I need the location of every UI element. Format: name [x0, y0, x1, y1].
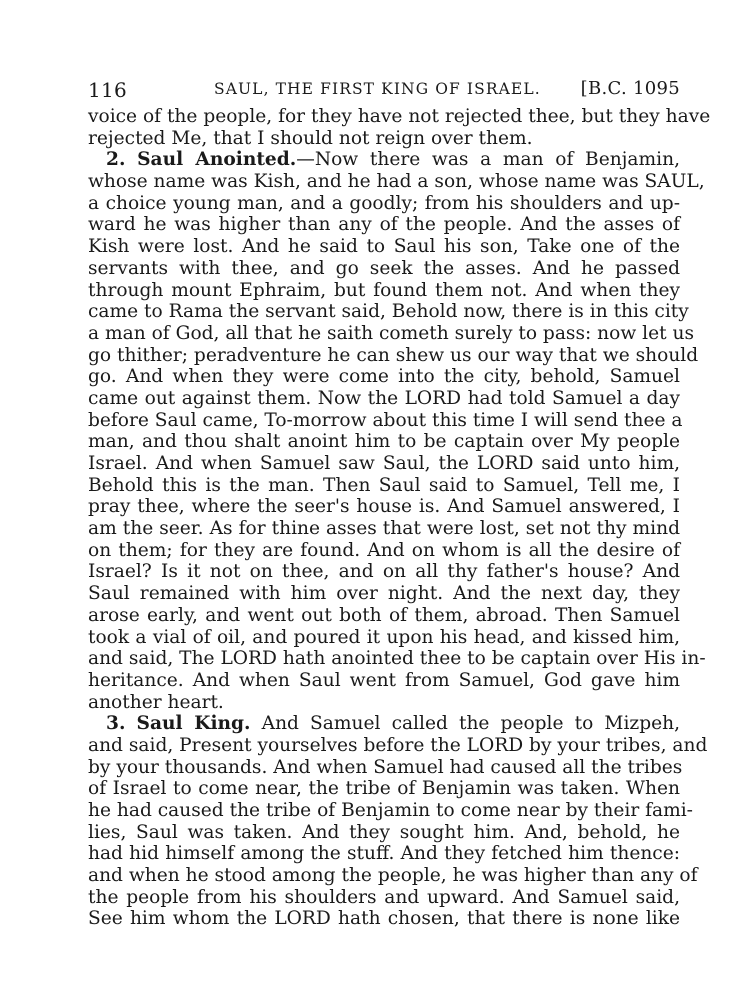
text-line — [88, 865, 698, 887]
line-text: Israel. And when Samuel saw Saul, the LORD said unto him, — [88, 453, 680, 474]
section-start-line — [88, 149, 680, 171]
section-number: 2. — [106, 149, 126, 171]
line-text: of Israel to come near, the tribe of Benjamin was taken. When — [88, 778, 680, 800]
date-marker: [B.C. 1095 — [580, 78, 680, 99]
line-text: go. And when they were come into the city, behold, Samuel — [88, 366, 680, 388]
line-text: man, and thou shalt anoint him to be captain over My people — [88, 431, 680, 453]
line-text: he had caused the tribe of Benjamin to come near by their fami- — [88, 800, 693, 821]
line-text: had hid himself among the stuff. And they fetched him thence: — [88, 843, 680, 865]
text-line — [88, 106, 711, 128]
text-line — [88, 648, 706, 670]
body-text — [88, 106, 711, 930]
line-text: rejected Me, that I should not reign over them. — [88, 127, 533, 149]
line-text: another heart. — [88, 691, 224, 713]
line-text: go thither; peradventure he can shew us our way that we should — [88, 344, 699, 366]
text-line — [88, 193, 680, 215]
section-heading: Saul Anointed. — [137, 149, 297, 171]
line-text: through mount Ephraim, but found them not. And when they — [88, 279, 680, 301]
text-line — [88, 756, 683, 779]
running-title: SAUL, THE FIRST KING OF ISRAEL. — [214, 80, 541, 98]
text-line — [88, 322, 695, 345]
line-text: the people from his shoulders and upward. And Samuel said, — [88, 886, 680, 908]
text-line — [88, 778, 680, 800]
text-line — [88, 301, 689, 323]
text-line — [88, 692, 680, 714]
line-text: took a vial of oil, and poured it upon his head, and kissed him, — [88, 626, 680, 648]
running-header — [88, 78, 680, 106]
line-text: and said, Present yourselves before the LORD by your tribes, and — [88, 734, 708, 756]
text-line — [88, 475, 680, 497]
line-text: Kish were lost. And he said to Saul his son, Take one of the — [88, 236, 680, 258]
line-text: ward he was higher than any of the people. And the asses of — [88, 214, 680, 236]
text-line — [88, 800, 693, 822]
line-text: and said, The LORD hath anointed thee to be captain over His in- — [88, 648, 706, 670]
text-line — [88, 887, 680, 909]
section-number: 3. — [106, 713, 126, 735]
line-text: am the seer. As for thine asses that were lost, set not thy mind — [88, 518, 680, 540]
line-text: before Saul came, To-morrow about this time I will send thee a — [88, 409, 683, 431]
text-line — [88, 908, 680, 930]
text-line — [88, 453, 680, 475]
text-line — [88, 431, 680, 453]
section-start-line — [88, 713, 680, 735]
line-text: pray thee, where the seer's house is. And Samuel answered, I — [88, 496, 680, 518]
text-line — [88, 128, 680, 150]
line-text: came out against them. Now the LORD had told Samuel a day — [88, 387, 680, 409]
text-line — [88, 605, 680, 627]
text-line — [88, 388, 680, 410]
text-line — [88, 822, 680, 844]
text-line — [88, 258, 680, 280]
text-line — [88, 627, 680, 649]
line-text: heritance. And when Saul went from Samuel, God gave him — [88, 669, 680, 691]
text-line — [88, 171, 705, 193]
text-line — [88, 366, 680, 388]
line-text: See him whom the LORD hath chosen, that there is none like — [88, 908, 680, 930]
line-text: by your thousands. And when Samuel had caused all the tribes — [88, 756, 683, 778]
line-text: Behold this is the man. Then Saul said to Samuel, Tell me, I — [88, 474, 680, 496]
line-text: a man of God, all that he saith cometh surely to pass: now let us — [88, 322, 695, 344]
line-text: arose early, and went out both of them, abroad. Then Samuel — [88, 604, 680, 626]
book-page — [88, 78, 711, 930]
text-line — [88, 518, 680, 540]
section-heading: Saul King. — [136, 713, 251, 735]
line-text: lies, Saul was taken. And they sought him. And, behold, he — [88, 821, 680, 843]
text-line — [88, 496, 680, 518]
line-text: whose name was Kish, and he had a son, whose name was SAUL, — [88, 171, 705, 193]
page-number: 116 — [88, 78, 128, 102]
text-line — [88, 409, 683, 432]
text-line — [88, 236, 680, 258]
text-line — [88, 843, 680, 865]
line-text: —Now there was a man of Benjamin, — [296, 149, 680, 171]
text-line — [88, 280, 680, 302]
line-text: And Samuel called the people to Mizpeh, — [250, 713, 680, 735]
text-line — [88, 583, 680, 605]
text-line — [88, 344, 699, 367]
line-text: servants with thee, and go seek the asses. And he passed — [88, 257, 680, 279]
text-line — [88, 561, 680, 583]
line-text: voice of the people, for they have not rejected thee, but they have — [88, 106, 711, 127]
line-text: Saul remained with him over night. And the next day, they — [88, 583, 680, 605]
text-line — [88, 214, 680, 236]
text-line — [88, 670, 680, 692]
line-text: and when he stood among the people, he was higher than any of — [88, 865, 698, 887]
line-text: a choice young man, and a goodly; from his shoulders and up- — [88, 192, 680, 214]
line-text: on them; for they are found. And on whom is all the desire of — [88, 539, 680, 561]
text-line — [88, 734, 708, 757]
line-text: came to Rama the servant said, Behold now, there is in this city — [88, 301, 689, 323]
line-text: Israel? Is it not on thee, and on all thy father's house? And — [88, 561, 680, 583]
text-line — [88, 540, 680, 562]
